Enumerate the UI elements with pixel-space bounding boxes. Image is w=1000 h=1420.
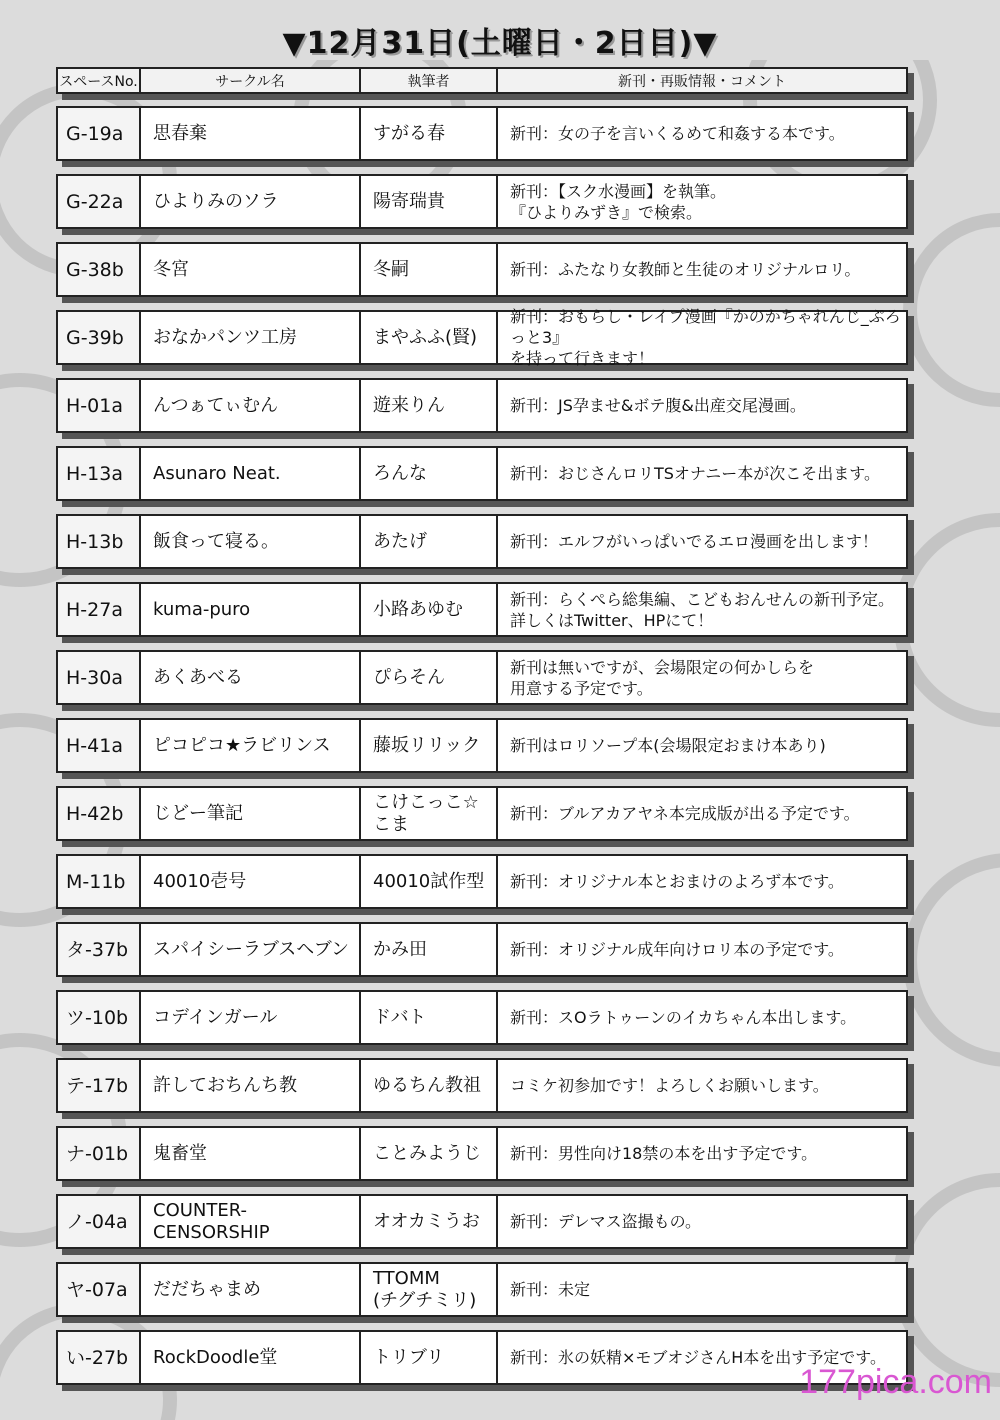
circle-cell: 許しておちんち教 xyxy=(141,1060,361,1111)
space-cell: H-41a xyxy=(58,720,141,771)
table-row xyxy=(56,307,908,368)
author-cell: 陽寄瑞貴 xyxy=(361,176,498,227)
table-row xyxy=(56,786,908,841)
author-cell: ゆるちん教祖 xyxy=(361,1060,498,1111)
comment-cell: 新刊：未定 xyxy=(510,1280,591,1299)
author-cell: こけこっこ☆こま xyxy=(361,788,498,839)
circle-cell: んつぁてぃむん xyxy=(141,380,361,431)
circle-cell: あくあべる xyxy=(141,652,361,703)
comment-cell: 新刊：おもらし・レイプ漫画『かのかちゃれんじ_ぷろっと3』 を持って行きます！ xyxy=(510,307,901,368)
comment-cell: 新刊：おじさんロリTSオナニー本が次こそ出ます。 xyxy=(510,464,881,483)
comment-cell: コミケ初参加です！よろしくお願いします。 xyxy=(510,1076,829,1095)
circle-cell: 鬼畜堂 xyxy=(141,1128,361,1179)
table-row xyxy=(56,106,908,161)
comment-cell: 新刊：スOラトゥーンのイカちゃん本出します。 xyxy=(510,1008,857,1027)
table-row xyxy=(56,854,908,909)
author-cell: ろんな xyxy=(361,448,498,499)
circle-cell: 飯食って寝る。 xyxy=(141,516,361,567)
table-row xyxy=(56,650,908,705)
author-cell: 藤坂リリック xyxy=(361,720,498,771)
circle-cell: ひよりみのソラ xyxy=(141,176,361,227)
author-cell: 遊来りん xyxy=(361,380,498,431)
circle-cell: COUNTER-CENSORSHIP xyxy=(141,1196,361,1247)
circle-cell: 冬宮 xyxy=(141,244,361,295)
author-cell: ことみようじ xyxy=(361,1128,498,1179)
comment-cell: 新刊：ブルアカアヤネ本完成版が出る予定です。 xyxy=(510,804,860,823)
author-cell: あたげ xyxy=(361,516,498,567)
header-author: 執筆者 xyxy=(361,69,498,92)
author-cell: 小路あゆむ xyxy=(361,584,498,635)
space-cell: H-27a xyxy=(58,584,141,635)
author-cell: TTOMM (チグチミリ) xyxy=(361,1264,498,1315)
table-row xyxy=(56,990,908,1045)
comment-cell: 新刊：エルフがいっぱいでるエロ漫画を出します！ xyxy=(510,532,879,551)
author-cell: ぴらそん xyxy=(361,652,498,703)
comment-cell: 新刊：男性向け18禁の本を出す予定です。 xyxy=(510,1144,818,1163)
table-header xyxy=(56,67,908,94)
space-cell: テ-17b xyxy=(58,1060,141,1111)
header-circle: サークル名 xyxy=(141,69,361,92)
space-cell: ヤ-07a xyxy=(58,1264,141,1315)
comment-cell: 新刊：オリジナル成年向けロリ本の予定です。 xyxy=(510,940,844,959)
circle-cell: 40010壱号 xyxy=(141,856,361,907)
circle-cell: Asunaro Neat. xyxy=(141,448,361,499)
author-cell: 冬嗣 xyxy=(361,244,498,295)
comment-cell: 新刊：氷の妖精×モブオジさんH本を出す予定です。 xyxy=(510,1348,886,1367)
circle-cell: kuma-puro xyxy=(141,584,361,635)
space-cell: ノ-04a xyxy=(58,1196,141,1247)
table-row xyxy=(56,378,908,433)
space-cell: H-13b xyxy=(58,516,141,567)
space-cell: タ-37b xyxy=(58,924,141,975)
circle-cell: スパイシーラブスヘブン xyxy=(141,924,361,975)
table-row xyxy=(56,718,908,773)
space-cell: G-39b xyxy=(58,312,141,363)
space-cell: H-01a xyxy=(58,380,141,431)
table-row xyxy=(56,446,908,501)
space-cell: ツ-10b xyxy=(58,992,141,1043)
circle-cell: じどー筆記 xyxy=(141,788,361,839)
author-cell: トリブリ xyxy=(361,1332,498,1383)
comment-cell: 新刊：らくぺら総集編、こどもおんせんの新刊予定。 詳しくはTwitter、HPにて！ xyxy=(510,589,895,630)
circle-cell: ピコピコ★ラビリンス xyxy=(141,720,361,771)
table-row xyxy=(56,514,908,569)
author-cell: まやふふ(賢) xyxy=(361,312,498,363)
comment-cell: 新刊はロリソープ本(会場限定おまけ本あり) xyxy=(510,736,826,755)
author-cell: すがる春 xyxy=(361,108,498,159)
comment-cell: 新刊：オリジナル本とおまけのよろず本です。 xyxy=(510,872,844,891)
watermark: 177pica.com xyxy=(799,1363,992,1401)
table-row xyxy=(56,242,908,297)
comment-cell: 新刊：女の子を言いくるめて和姦する本です。 xyxy=(510,124,845,143)
table-row xyxy=(56,1126,908,1181)
space-cell: H-42b xyxy=(58,788,141,839)
circle-cell: 思春棄 xyxy=(141,108,361,159)
author-cell: ドバト xyxy=(361,992,498,1043)
table-row xyxy=(56,1262,908,1317)
author-cell: 40010試作型 xyxy=(361,856,498,907)
comment-cell: 新刊：デレマス盗撮もの。 xyxy=(510,1212,702,1231)
space-cell: H-13a xyxy=(58,448,141,499)
circle-cell: おなかパンツ工房 xyxy=(141,312,361,363)
space-cell: い-27b xyxy=(58,1332,141,1383)
space-cell: H-30a xyxy=(58,652,141,703)
comment-cell: 新刊：【スク水漫画】を執筆。 『ひよりみずき』で検索。 xyxy=(510,181,727,222)
table-row xyxy=(56,1058,908,1113)
circle-cell: コデインガール xyxy=(141,992,361,1043)
space-cell: G-19a xyxy=(58,108,141,159)
comment-cell: 新刊は無いですが、会場限定の何かしらを 用意する予定です。 xyxy=(510,657,815,698)
space-cell: G-22a xyxy=(58,176,141,227)
comment-cell: 新刊：ふたなり女教師と生徒のオリジナルロリ。 xyxy=(510,260,861,279)
table-row xyxy=(56,174,908,229)
table-row xyxy=(56,582,908,637)
header-space: スペースNo. xyxy=(58,69,141,92)
circle-cell: だだちゃまめ xyxy=(141,1264,361,1315)
table-row xyxy=(56,1194,908,1249)
page-title: ▼12月31日(土曜日・2日目)▼ xyxy=(282,26,718,61)
author-cell: かみ田 xyxy=(361,924,498,975)
header-info: 新刊・再販情報・コメント xyxy=(618,73,786,90)
table-row xyxy=(56,922,908,977)
circle-cell: RockDoodle堂 xyxy=(141,1332,361,1383)
table-row xyxy=(56,1330,908,1385)
space-cell: ナ-01b xyxy=(58,1128,141,1179)
author-cell: オオカミうお xyxy=(361,1196,498,1247)
comment-cell: 新刊：JS孕ませ&ボテ腹&出産交尾漫画。 xyxy=(510,396,806,415)
space-cell: G-38b xyxy=(58,244,141,295)
space-cell: M-11b xyxy=(58,856,141,907)
